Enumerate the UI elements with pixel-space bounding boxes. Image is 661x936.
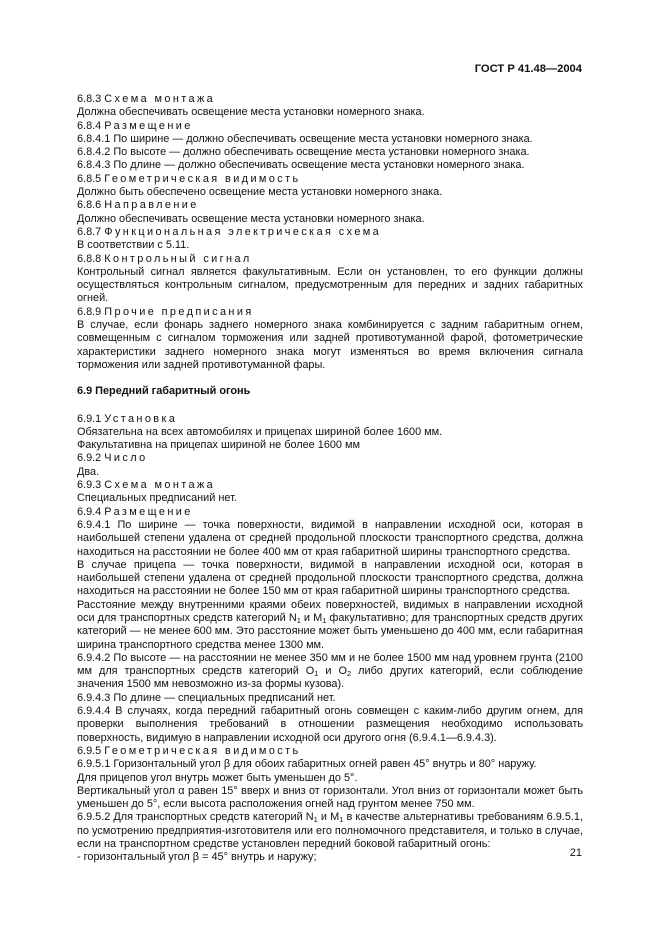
clause-6-8-5 xyxy=(77,173,583,186)
clause-6-8-6 xyxy=(77,199,583,212)
document-body xyxy=(77,93,583,865)
text-line: В соответствии с 5.11. xyxy=(77,239,190,252)
paragraph xyxy=(77,811,583,851)
clause-title: Геометрическая видимость xyxy=(104,172,301,185)
text-run: Расстояние между внутренними краями обеих поверхностей, видимых в направлении исходной оси для транспортных средств категорий N xyxy=(77,598,583,624)
text-line: Факультативна на прицепах шириной не более 1600 мм xyxy=(77,439,360,452)
paragraph: В случае, если фонарь заднего номерного знака комбинируется с задним габаритным огнем, совмещенным с сигналом торможения или задней противотуманной фарой, фотометрические характеристики заднего номерного знака могут изменяться во время включения сигнала торможения или задней противотуманной фары. xyxy=(77,319,583,371)
paragraph: В случае прицепа — точка поверхности, видимой в направлении исходной оси, которая в наибольшей степени удалена от средней продольной плоскости транспортного средства, должна находиться на расстоянии не более 150 мм от края габаритной ширины транспортного средства. xyxy=(77,558,583,598)
clause-6-8-9 xyxy=(77,306,583,319)
section-heading-6-9: 6.9 Передний габаритный огонь xyxy=(77,385,251,398)
clause-6-9-2 xyxy=(77,452,583,465)
paragraph xyxy=(77,599,583,652)
clause-number: 6.8.6 xyxy=(77,199,102,212)
text-line: Два. xyxy=(77,465,100,478)
text-run: и O xyxy=(318,665,347,678)
subscript: 1 xyxy=(313,815,318,825)
text-line: 6.9.4.3 По длине — специальных предписаний нет. xyxy=(77,691,336,704)
clause-6-8-8 xyxy=(77,253,583,266)
text-run: 6.9.5.2 Для транспортных средств категорий N xyxy=(77,811,314,824)
clause-title: Функциональная электрическая схема xyxy=(104,225,382,238)
clause-number: 6.9.1 xyxy=(77,412,102,425)
clause-title: Схема монтажа xyxy=(104,479,216,492)
paragraph: 6.9.4.4 В случаях, когда передний габаритный огонь совмещен с каким-либо другим огнем, для проверки выполнения требований в отношении размещения необходимо использовать поверхность, видимую в направлении исходной оси другого огня (6.9.4.1—6.9.4.3). xyxy=(77,705,583,744)
clause-number: 6.8.8 xyxy=(77,252,102,265)
clause-title: Схема монтажа xyxy=(104,93,216,105)
clause-title: Контрольный сигнал xyxy=(104,252,252,265)
text-run: в качестве альтернативы требованиям 6.9.5.1, по усмотрению предприятия-изготовителя или его полномочного представителя, и только в случае, если на транспортном средстве установлен передний боковой габаритный огонь: xyxy=(77,811,583,851)
paragraph: Вертикальный угол α равен 15° вверх и вниз от горизонтали. Угол вниз от горизонтали может быть уменьшен до 5°, если высота расположения огней над грунтом менее 750 мм. xyxy=(77,784,583,811)
clause-number: 6.9.3 xyxy=(77,479,102,492)
paragraph: 6.9.4.1 По ширине — точка поверхности, видимой в направлении исходной оси, которая в наибольшей степени удалена от средней продольной плоскости транспортного средства, должна находиться на расстоянии не более 400 мм от края габаритной ширины транспортного средства. xyxy=(77,518,583,558)
page-number: 21 xyxy=(569,847,582,859)
clause-number: 6.8.4 xyxy=(77,119,102,132)
text-run: и M xyxy=(317,811,340,824)
list-item: - горизонтальный угол β = 45° внутрь и наружу; xyxy=(77,851,317,864)
subscript: 1 xyxy=(314,669,319,679)
paragraph xyxy=(77,652,583,692)
text-run: 6.9.4.2 По высоте — на расстоянии не менее 350 мм и не более 1500 мм над уровнем грунта (2100 мм для транспортных средств категорий O xyxy=(77,651,583,678)
clause-6-9-3 xyxy=(77,479,583,492)
text-line: 6.9.5.1 Горизонтальный угол β для обоих габаритных огней равен 45° внутрь и 80° наружу. xyxy=(77,758,537,771)
document-code: ГОСТ Р 41.48—2004 xyxy=(474,63,582,75)
text-line: 6.8.4.3 По длине — должно обеспечивать освещение места установки номерного знака. xyxy=(77,159,525,172)
clause-title: Геометрическая видимость xyxy=(104,744,301,757)
clause-number: 6.8.3 xyxy=(77,93,102,105)
text-line: Должно быть обеспечено освещение места установки номерного знака. xyxy=(77,186,443,199)
clause-number: 6.9.2 xyxy=(77,452,102,465)
subscript: 1 xyxy=(339,815,344,825)
clause-title: Прочие предписания xyxy=(104,305,254,318)
clause-number: 6.9.5 xyxy=(77,744,102,757)
clause-title: Размещение xyxy=(104,119,193,132)
clause-title: Число xyxy=(104,452,148,465)
clause-number: 6.8.5 xyxy=(77,172,102,185)
text-line: Должна обеспечивать освещение места установки номерного знака. xyxy=(77,106,425,119)
text-run: либо других категорий, если соблюдение значения 1500 мм невозможно из-за формы кузова). xyxy=(77,665,583,691)
paragraph: Контрольный сигнал является факультативным. Если он установлен, то его функции должны осуществляться контрольным сигналом, предусмотренным для передних и задних габаритных огней. xyxy=(77,265,583,305)
clause-number: 6.8.7 xyxy=(77,225,102,238)
clause-6-8-7 xyxy=(77,226,583,239)
text-line: 6.8.4.1 По ширине — должно обеспечивать освещение места установки номерного знака. xyxy=(77,132,533,145)
clause-6-8-3 xyxy=(77,93,583,106)
subscript: 2 xyxy=(346,669,352,679)
text-line: Специальных предписаний нет. xyxy=(77,492,237,505)
clause-6-8-4 xyxy=(77,120,583,133)
clause-title: Направление xyxy=(104,199,199,212)
text-run: факультативно; для транспортных средств других категорий — не менее 600 мм. Это расстояние может быть уменьшено до 400 мм, если габаритная ширина транспортного средства менее 1300 мм. xyxy=(77,611,583,651)
text-line: 6.8.4.2 По высоте — должно обеспечивать освещение места установки номерного знака. xyxy=(77,146,530,159)
clause-number: 6.8.9 xyxy=(77,305,102,318)
clause-6-9-1 xyxy=(77,413,583,426)
subscript: 1 xyxy=(296,615,301,625)
text-line: Для прицепов угол внутрь может быть уменьшен до 5°. xyxy=(77,771,358,784)
text-line: Обязательна на всех автомобилях и прицепах шириной более 1600 мм. xyxy=(77,425,443,438)
clause-6-9-5 xyxy=(77,745,583,758)
clause-title: Размещение xyxy=(104,505,193,518)
text-line: Должно обеспечивать освещение места установки номерного знака. xyxy=(77,212,425,225)
clause-number: 6.9.4 xyxy=(77,505,102,518)
clause-title: Установка xyxy=(104,412,178,425)
clause-6-9-4 xyxy=(77,506,583,519)
subscript: 1 xyxy=(322,615,327,625)
text-run: и M xyxy=(300,611,323,624)
